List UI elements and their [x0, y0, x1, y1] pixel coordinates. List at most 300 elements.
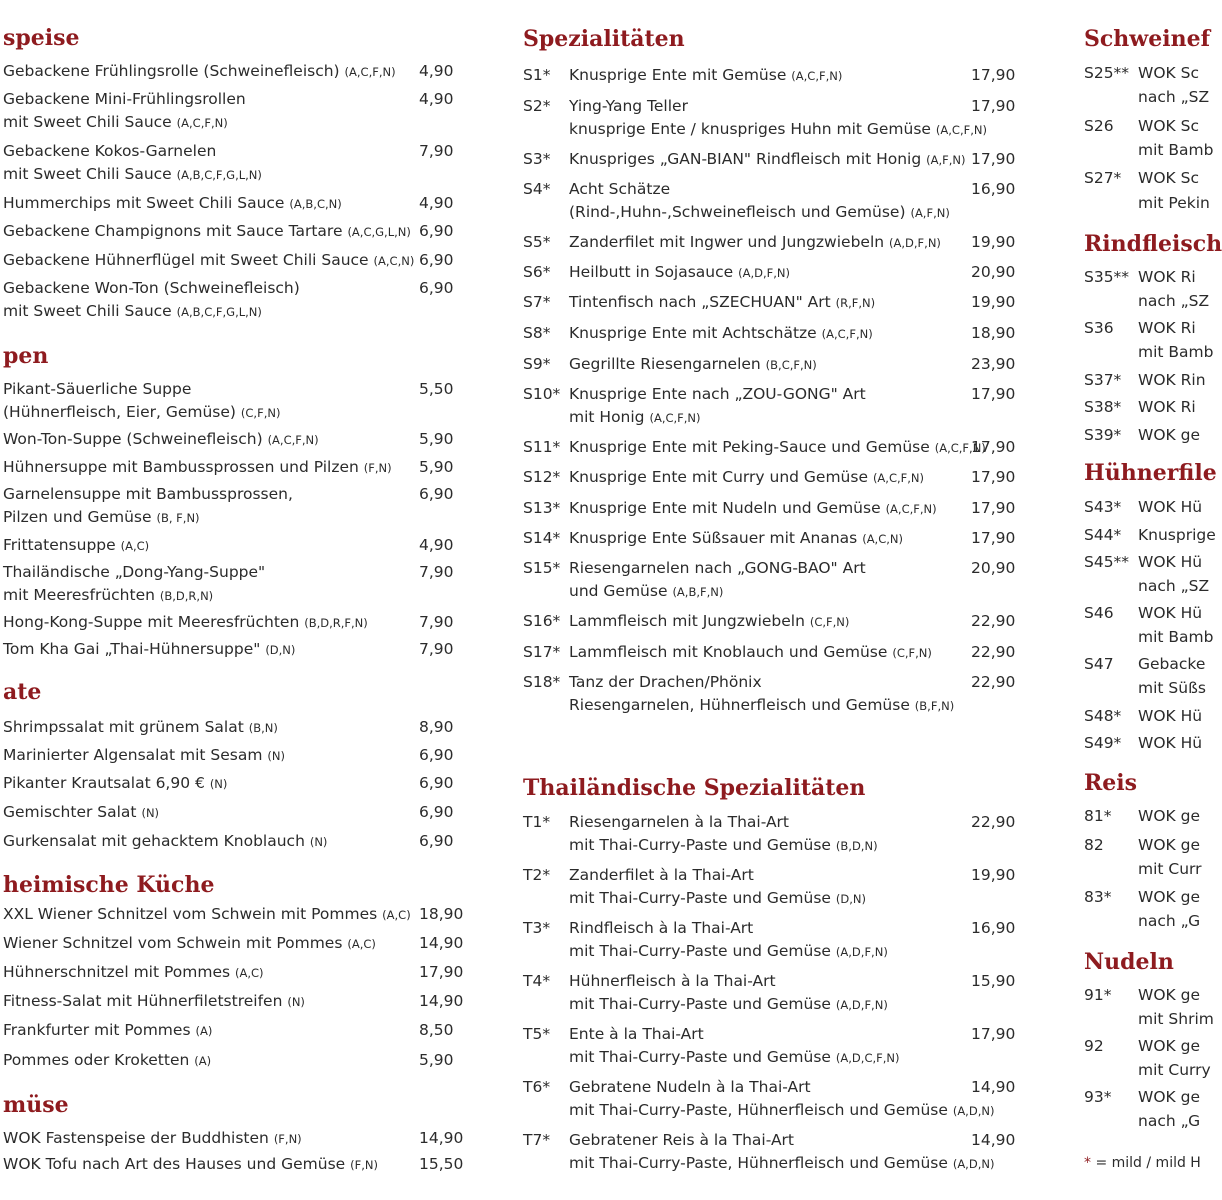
item-text: WOK ge — [1138, 836, 1200, 854]
item-line — [569, 970, 776, 992]
item-price: 7,90 — [419, 640, 454, 658]
item-text: Riesengarnelen, Hühnerfleisch und Gemüse — [569, 696, 910, 714]
item-text: Knusprige Ente mit Peking-Sauce und Gemüse — [569, 438, 930, 456]
item-text: WOK Ri — [1138, 319, 1196, 337]
item-text: WOK ge — [1138, 1088, 1200, 1106]
item-code: S49* — [1084, 734, 1122, 752]
item-price: 4,90 — [419, 536, 454, 554]
item-text: WOK Tofu nach Art des Hauses und Gemüse — [3, 1155, 346, 1173]
item-text: Pikanter Krautsalat 6,90 € — [3, 774, 205, 792]
item-line — [3, 1127, 302, 1150]
item-text: Tintenfisch nach „SZECHUAN" Art — [569, 293, 831, 311]
item-text: Gegrillte Riesengarnelen — [569, 355, 761, 373]
allergen-codes: (A,C,F,N) — [344, 65, 396, 79]
item-line — [1138, 626, 1213, 648]
item-text: Riesengarnelen à la Thai-Art — [569, 813, 789, 831]
item-text: Knusprige Ente mit Gemüse — [569, 66, 787, 84]
item-line — [3, 220, 411, 243]
item-text: WOK Hü — [1138, 604, 1203, 622]
item-line — [569, 811, 789, 833]
item-line — [1138, 1008, 1214, 1030]
item-line — [3, 378, 191, 400]
item-price: 19,90 — [971, 293, 1016, 311]
item-line — [3, 1049, 211, 1072]
item-price: 8,50 — [419, 1021, 454, 1039]
allergen-codes: (A,C,F,N) — [821, 327, 873, 341]
item-line — [1138, 805, 1200, 827]
item-text: mit Bamb — [1138, 628, 1214, 646]
item-code: S6* — [523, 263, 551, 281]
item-text: Zanderfilet à la Thai-Art — [569, 866, 754, 884]
allergen-codes: (B,D,R,N) — [159, 589, 214, 603]
item-code: S15* — [523, 559, 561, 577]
item-text: Pilzen und Gemüse — [3, 508, 152, 526]
item-code: T7* — [523, 1131, 551, 1149]
item-text: Ying-Yang Teller — [569, 97, 688, 115]
item-text: mit Bamb — [1138, 343, 1214, 361]
item-line — [1138, 551, 1202, 573]
item-price: 6,90 — [419, 251, 454, 269]
item-text: Gebackene Mini-Frühlingsrollen — [3, 90, 246, 108]
footnote — [1084, 1155, 1201, 1171]
item-line — [3, 456, 392, 479]
allergen-codes: (A,C) — [235, 966, 264, 980]
item-text: mit Curry — [1138, 1061, 1211, 1079]
item-price: 6,90 — [419, 803, 454, 821]
section-heading: Thailändische Spezialitäten — [523, 775, 866, 801]
item-line — [1138, 984, 1200, 1006]
item-price: 14,90 — [419, 992, 464, 1010]
item-code: S17* — [523, 643, 561, 661]
section-heading: müse — [3, 1092, 69, 1118]
item-text: mit Meeresfrüchten — [3, 586, 155, 604]
item-line — [1138, 86, 1209, 108]
item-line — [3, 1019, 212, 1042]
item-line — [3, 772, 227, 795]
item-text: nach „G — [1138, 1112, 1201, 1130]
section-heading: Spezialitäten — [523, 26, 685, 52]
item-code: S37* — [1084, 371, 1122, 389]
item-line — [569, 1023, 704, 1045]
item-line — [569, 1129, 794, 1151]
item-text: WOK Ri — [1138, 398, 1196, 416]
allergen-codes: (B,F,N) — [914, 699, 955, 713]
item-code: S44* — [1084, 526, 1122, 544]
allergen-codes: (A,C,F,N) — [791, 69, 843, 83]
item-code: T1* — [523, 813, 551, 831]
section-heading: heimische Küche — [3, 872, 215, 898]
item-text: WOK Rin — [1138, 371, 1206, 389]
item-line — [569, 383, 866, 405]
item-text: Fitness-Salat mit Hühnerfiletstreifen — [3, 992, 283, 1010]
allergen-codes: (A,D,N) — [952, 1157, 995, 1171]
item-line — [1138, 62, 1199, 84]
item-price: 7,90 — [419, 142, 454, 160]
item-price: 17,90 — [971, 438, 1016, 456]
item-text: mit Thai-Curry-Paste, Hühnerfleisch und Gemüse — [569, 1154, 948, 1172]
allergen-codes: (A) — [195, 1024, 213, 1038]
item-line — [1138, 1086, 1200, 1108]
item-code: S5* — [523, 233, 551, 251]
item-text: Knusprige Ente mit Achtschätze — [569, 324, 817, 342]
item-text: Gebackene Kokos-Garnelen — [3, 142, 217, 160]
item-price: 17,90 — [971, 499, 1016, 517]
item-line — [3, 990, 305, 1013]
item-text: Knusprige — [1138, 526, 1216, 544]
allergen-codes: (A,C,G,L,N) — [347, 225, 411, 239]
item-price: 14,90 — [971, 1078, 1016, 1096]
item-line — [569, 610, 849, 633]
item-text: WOK ge — [1138, 426, 1200, 444]
allergen-codes: (A,D,C,F,N) — [835, 1051, 900, 1065]
allergen-codes: (A,D,N) — [952, 1104, 995, 1118]
item-code: S36 — [1084, 319, 1114, 337]
item-line — [3, 192, 342, 215]
item-text: Hühnerschnitzel mit Pommes — [3, 963, 231, 981]
item-text: Gebratene Nudeln à la Thai-Art — [569, 1078, 811, 1096]
item-price: 6,90 — [419, 279, 454, 297]
item-text: WOK Sc — [1138, 169, 1199, 187]
item-text: nach „SZ — [1138, 88, 1210, 106]
item-text: WOK Hü — [1138, 734, 1203, 752]
item-text: mit Thai-Curry-Paste und Gemüse — [569, 889, 831, 907]
item-code: 82 — [1084, 836, 1104, 854]
item-code: 81* — [1084, 807, 1112, 825]
item-line — [3, 830, 327, 853]
item-price: 16,90 — [971, 180, 1016, 198]
item-price: 17,90 — [971, 66, 1016, 84]
item-price: 14,90 — [419, 934, 464, 952]
item-text: Gebackene Won-Ton (Schweinefleisch) — [3, 279, 300, 297]
item-line — [1138, 1110, 1200, 1132]
item-text: Hummerchips mit Sweet Chili Sauce — [3, 194, 285, 212]
item-text: Hühnerfleisch à la Thai-Art — [569, 972, 776, 990]
item-text: mit Thai-Curry-Paste und Gemüse — [569, 1048, 831, 1066]
item-line — [569, 671, 762, 693]
allergen-codes: (A,C,F,N) — [872, 471, 924, 485]
section-heading: Rindfleisch — [1084, 231, 1222, 257]
item-text: mit Sweet Chili Sauce — [3, 302, 172, 320]
item-code: S8* — [523, 324, 551, 342]
allergen-codes: (N) — [309, 835, 328, 849]
item-line — [3, 111, 228, 134]
item-line — [1138, 496, 1202, 518]
allergen-codes: (B,N) — [248, 721, 278, 735]
item-code: S12* — [523, 468, 561, 486]
item-text: nach „SZ — [1138, 577, 1210, 595]
item-text: mit Sweet Chili Sauce — [3, 165, 172, 183]
item-line — [569, 694, 954, 717]
item-line — [1138, 115, 1199, 137]
item-text: WOK Sc — [1138, 117, 1199, 135]
item-text: WOK ge — [1138, 1037, 1200, 1055]
item-line — [1138, 139, 1213, 161]
item-text: WOK ge — [1138, 888, 1200, 906]
item-code: S35** — [1084, 268, 1130, 286]
item-code: S2* — [523, 97, 551, 115]
item-text: Acht Schätze — [569, 180, 671, 198]
item-line — [569, 1099, 994, 1122]
item-line — [3, 401, 280, 424]
item-line — [1138, 266, 1196, 288]
section-heading: Reis — [1084, 770, 1138, 796]
item-line — [569, 1152, 994, 1175]
item-text: nach „G — [1138, 912, 1201, 930]
item-price: 17,90 — [971, 1025, 1016, 1043]
item-price: 17,90 — [971, 468, 1016, 486]
item-price: 17,90 — [419, 963, 464, 981]
item-price: 14,90 — [419, 1129, 464, 1147]
item-line — [569, 95, 688, 117]
item-line — [569, 580, 723, 603]
item-price: 22,90 — [971, 813, 1016, 831]
item-text: mit Bamb — [1138, 141, 1214, 159]
item-text: Knusprige Ente Süßsauer mit Ananas — [569, 529, 858, 547]
item-line — [1138, 341, 1213, 363]
section-heading: pen — [3, 343, 49, 369]
item-text: mit Pekin — [1138, 194, 1210, 212]
allergen-codes: (A,F,N) — [910, 206, 950, 220]
item-text: knusprige Ente / knuspriges Huhn mit Gemüse — [569, 120, 931, 138]
item-code: S4* — [523, 180, 551, 198]
allergen-codes: (F,N) — [350, 1158, 378, 1172]
item-code: S9* — [523, 355, 551, 373]
item-line — [569, 466, 924, 489]
item-line — [1138, 575, 1209, 597]
item-text: Thailändische „Dong-Yang-Suppe" — [3, 563, 266, 581]
item-code: S1* — [523, 66, 551, 84]
item-text: Tanz der Drachen/Phönix — [569, 673, 762, 691]
item-line — [3, 903, 411, 926]
item-text: WOK Fastenspeise der Buddhisten — [3, 1129, 269, 1147]
item-price: 19,90 — [971, 233, 1016, 251]
item-price: 22,90 — [971, 612, 1016, 630]
item-line — [1138, 167, 1199, 189]
item-text: Gemischter Salat — [3, 803, 137, 821]
allergen-codes: (A,B,C,F,G,L,N) — [176, 168, 262, 182]
item-code: T6* — [523, 1078, 551, 1096]
item-price: 20,90 — [971, 559, 1016, 577]
allergen-codes: (A,C,N) — [373, 254, 415, 268]
item-code: S10* — [523, 385, 561, 403]
item-text: Hühnersuppe mit Bambussprossen und Pilzen — [3, 458, 359, 476]
item-price: 4,90 — [419, 194, 454, 212]
item-line — [3, 428, 319, 451]
footnote-text: = mild / mild H — [1095, 1155, 1201, 1171]
item-text: Knusprige Ente mit Curry und Gemüse — [569, 468, 868, 486]
item-code: S26 — [1084, 117, 1114, 135]
item-code: S11* — [523, 438, 561, 456]
item-price: 5,90 — [419, 458, 454, 476]
item-line — [3, 611, 368, 634]
item-line — [569, 887, 866, 910]
item-line — [3, 638, 295, 661]
allergen-codes: (B,D,R,F,N) — [304, 616, 368, 630]
item-code: S18* — [523, 673, 561, 691]
item-line — [1138, 396, 1196, 418]
item-line — [1138, 677, 1206, 699]
item-text: Pommes oder Kroketten — [3, 1051, 190, 1069]
item-line — [3, 140, 216, 162]
footnote-star: * — [1084, 1155, 1091, 1171]
allergen-codes: (A,C,F,N) — [935, 123, 987, 137]
item-code: 83* — [1084, 888, 1112, 906]
item-line — [1138, 886, 1200, 908]
item-price: 17,90 — [971, 529, 1016, 547]
item-text: Frankfurter mit Pommes — [3, 1021, 191, 1039]
item-line — [1138, 369, 1206, 391]
item-text: Riesengarnelen nach „GONG-BAO" Art — [569, 559, 866, 577]
item-line — [569, 641, 932, 664]
allergen-codes: (A,B,C,N) — [289, 197, 342, 211]
item-text: mit Sweet Chili Sauce — [3, 113, 172, 131]
allergen-codes: (R,F,N) — [835, 296, 876, 310]
allergen-codes: (N) — [209, 777, 228, 791]
item-price: 15,50 — [419, 1155, 464, 1173]
item-line — [3, 277, 300, 299]
allergen-codes: (C,F,N) — [809, 615, 850, 629]
item-price: 22,90 — [971, 643, 1016, 661]
item-code: S46 — [1084, 604, 1114, 622]
item-text: mit Thai-Curry-Paste und Gemüse — [569, 995, 831, 1013]
item-text: (Rind-,Huhn-,Schweinefleisch und Gemüse) — [569, 203, 906, 221]
item-line — [3, 483, 293, 505]
item-price: 14,90 — [971, 1131, 1016, 1149]
item-price: 5,90 — [419, 430, 454, 448]
item-price: 19,90 — [971, 866, 1016, 884]
allergen-codes: (A,B,C,F,G,L,N) — [176, 305, 262, 319]
item-price: 7,90 — [419, 563, 454, 581]
item-code: S14* — [523, 529, 561, 547]
item-text: mit Süßs — [1138, 679, 1206, 697]
item-line — [569, 917, 753, 939]
item-text: Heilbutt in Sojasauce — [569, 263, 734, 281]
item-text: Lammfleisch mit Jungzwiebeln — [569, 612, 805, 630]
item-line — [569, 201, 950, 224]
item-text: WOK Ri — [1138, 268, 1196, 286]
item-price: 6,90 — [419, 774, 454, 792]
item-text: WOK Hü — [1138, 707, 1203, 725]
section-heading: Nudeln — [1084, 949, 1174, 975]
item-text: Wiener Schnitzel vom Schwein mit Pommes — [3, 934, 343, 952]
item-line — [1138, 1059, 1211, 1081]
item-line — [569, 118, 987, 141]
item-code: S13* — [523, 499, 561, 517]
item-price: 16,90 — [971, 919, 1016, 937]
item-line — [1138, 317, 1196, 339]
item-code: S43* — [1084, 498, 1122, 516]
item-code: S45** — [1084, 553, 1130, 571]
item-line — [3, 300, 262, 323]
item-text: Knuspriges „GAN-BIAN" Rindfleisch mit Honig — [569, 150, 922, 168]
item-code: S16* — [523, 612, 561, 630]
allergen-codes: (A,D,F,N) — [835, 998, 888, 1012]
allergen-codes: (C,F,N) — [892, 646, 932, 660]
item-code: T4* — [523, 972, 551, 990]
item-code: T3* — [523, 919, 551, 937]
item-text: Shrimpssalat mit grünem Salat — [3, 718, 244, 736]
item-text: Won-Ton-Suppe (Schweinefleisch) — [3, 430, 263, 448]
item-line — [569, 497, 937, 520]
item-line — [1138, 602, 1202, 624]
section-heading: Schweinef — [1084, 26, 1211, 52]
item-text: mit Shrim — [1138, 1010, 1214, 1028]
item-text: mit Honig — [569, 408, 645, 426]
item-text: Garnelensuppe mit Bambussprossen, — [3, 485, 293, 503]
item-text: Knusprige Ente nach „ZOU-GONG" Art — [569, 385, 866, 403]
item-line — [3, 163, 262, 186]
item-line — [1138, 732, 1202, 754]
item-text: Tom Kha Gai „Thai-Hühnersuppe" — [3, 640, 261, 658]
item-text: mit Thai-Curry-Paste, Hühnerfleisch und Gemüse — [569, 1101, 948, 1119]
item-text: Marinierter Algensalat mit Sesam — [3, 746, 263, 764]
item-line — [569, 940, 888, 963]
item-text: mit Thai-Curry-Paste und Gemüse — [569, 942, 831, 960]
item-line — [3, 88, 246, 110]
item-price: 15,90 — [971, 972, 1016, 990]
item-line — [569, 406, 701, 429]
item-line — [569, 261, 790, 284]
item-line — [1138, 290, 1209, 312]
item-price: 6,90 — [419, 746, 454, 764]
item-line — [3, 932, 376, 955]
item-line — [569, 527, 903, 550]
item-code: 93* — [1084, 1088, 1112, 1106]
item-line — [3, 561, 265, 583]
allergen-codes: (A) — [194, 1054, 212, 1068]
item-code: S27* — [1084, 169, 1122, 187]
allergen-codes: (A,C,F,N) — [176, 116, 228, 130]
item-text: WOK ge — [1138, 986, 1200, 1004]
allergen-codes: (A,C) — [347, 937, 376, 951]
allergen-codes: (A,B,F,N) — [672, 585, 724, 599]
allergen-codes: (B,D,N) — [835, 839, 878, 853]
item-code: 92 — [1084, 1037, 1104, 1055]
item-text: WOK ge — [1138, 807, 1200, 825]
item-line — [3, 60, 396, 83]
item-line — [569, 993, 888, 1016]
item-text: mit Thai-Curry-Paste und Gemüse — [569, 836, 831, 854]
item-line — [569, 64, 842, 87]
allergen-codes: (B, F,N) — [156, 511, 200, 525]
item-line — [1138, 834, 1200, 856]
item-code: S39* — [1084, 426, 1122, 444]
item-code: S7* — [523, 293, 551, 311]
item-text: Knusprige Ente mit Nudeln und Gemüse — [569, 499, 881, 517]
item-price: 4,90 — [419, 62, 454, 80]
item-text: Pikant-Säuerliche Suppe — [3, 380, 192, 398]
item-line — [569, 148, 966, 171]
item-price: 20,90 — [971, 263, 1016, 281]
allergen-codes: (A,C) — [382, 908, 411, 922]
item-text: nach „SZ — [1138, 292, 1210, 310]
item-text: Gebacke — [1138, 655, 1206, 673]
item-line — [1138, 910, 1200, 932]
allergen-codes: (A,C,F,N) — [267, 433, 319, 447]
item-line — [569, 353, 817, 376]
item-line — [569, 1076, 811, 1098]
allergen-codes: (A,C,F,N) — [934, 441, 986, 455]
item-price: 7,90 — [419, 613, 454, 631]
item-line — [3, 961, 264, 984]
allergen-codes: (D,N) — [835, 892, 867, 906]
allergen-codes: (A,C,N) — [862, 532, 903, 546]
item-price: 5,50 — [419, 380, 454, 398]
item-code: S47 — [1084, 655, 1114, 673]
item-text: Gebackene Frühlingsrolle (Schweinefleisch) — [3, 62, 340, 80]
section-heading: Hühnerfile — [1084, 460, 1217, 486]
item-text: Gebackene Champignons mit Sauce Tartare — [3, 222, 343, 240]
